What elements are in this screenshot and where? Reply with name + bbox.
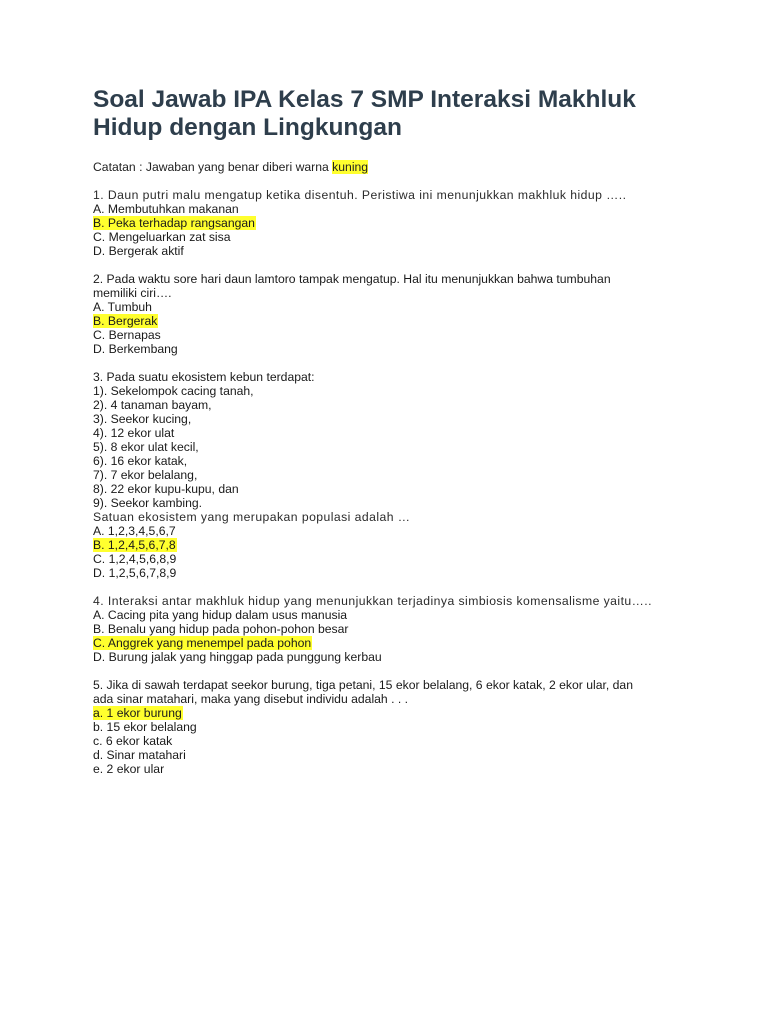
question-4-option-b: B. Benalu yang hidup pada pohon-pohon besar [93,622,349,636]
question-3-item: 1). Sekelompok cacing tanah, [93,384,254,398]
question-3-item: 6). 16 ekor katak, [93,454,188,468]
question-5-option-e: e. 2 ekor ular [93,762,165,776]
question-5-option-d: d. Sinar matahari [93,748,186,762]
question-2-text-line-2: memiliki ciri…. [93,286,172,300]
question-3-option-b: B. 1,2,4,5,6,7,8 [93,538,176,552]
question-5-option-b: b. 15 ekor belalang [93,720,197,734]
question-3 [93,370,693,580]
answer-note [93,160,693,174]
question-5-option-c: c. 6 ekor katak [93,734,173,748]
question-5 [93,678,693,776]
question-3-text: 3. Pada suatu ekosistem kebun terdapat: [93,370,315,384]
question-1-option-c: C. Mengeluarkan zat sisa [93,230,231,244]
question-3-item: 8). 22 ekor kupu-kupu, dan [93,482,239,496]
question-3-item: 5). 8 ekor ulat kecil, [93,440,199,454]
question-1-option-b: B. Peka terhadap rangsangan [93,216,255,230]
question-3-item: 7). 7 ekor belalang, [93,468,198,482]
question-3-item: 2). 4 tanaman bayam, [93,398,212,412]
question-3-question: Satuan ekosistem yang merupakan populasi adalah … [93,510,411,524]
question-4 [93,594,693,664]
question-1-option-a: A. Membutuhkan makanan [93,202,239,216]
question-3-option-d: D. 1,2,5,6,7,8,9 [93,566,177,580]
question-4-text: 4. Interaksi antar makhluk hidup yang menunjukkan terjadinya simbiosis komensalisme yaitu….. [93,594,652,608]
note-text: Catatan : Jawaban yang benar diberi warna [93,160,333,174]
document-page [93,86,693,776]
question-2-option-d: D. Berkembang [93,342,178,356]
question-4-option-d: D. Burung jalak yang hinggap pada punggung kerbau [93,650,382,664]
question-3-item: 9). Seekor kambing. [93,496,203,510]
question-2-option-b: B. Bergerak [93,314,158,328]
question-2-option-a: A. Tumbuh [93,300,152,314]
question-3-option-c: C. 1,2,4,5,6,8,9 [93,552,177,566]
question-4-option-a: A. Cacing pita yang hidup dalam usus manusia [93,608,348,622]
question-2-text-line-1: 2. Pada waktu sore hari daun lamtoro tampak mengatup. Hal itu menunjukkan bahwa tumbuhan [93,272,611,286]
question-2-option-c: C. Bernapas [93,328,161,342]
question-1-option-d: D. Bergerak aktif [93,244,184,258]
question-3-item: 3). Seekor kucing, [93,412,192,426]
question-5-option-a: a. 1 ekor burung [93,706,182,720]
question-4-option-c: C. Anggrek yang menempel pada pohon [93,636,312,650]
note-highlight-word: kuning [332,160,369,174]
question-2 [93,272,693,356]
question-1-text: 1. Daun putri malu mengatup ketika disentuh. Peristiwa ini menunjukkan makhluk hidup ….. [93,188,627,202]
question-3-option-a: A. 1,2,3,4,5,6,7 [93,524,176,538]
question-5-text-line-1: 5. Jika di sawah terdapat seekor burung, tiga petani, 15 ekor belalang, 6 ekor katak, 2 ekor ular, dan [93,678,633,692]
question-5-text-line-2: ada sinar matahari, maka yang disebut individu adalah . . . [93,692,409,706]
question-3-item: 4). 12 ekor ulat [93,426,175,440]
question-1 [93,188,693,258]
page-title: Soal Jawab IPA Kelas 7 SMP Interaksi Makhluk Hidup dengan Lingkungan [93,86,636,141]
